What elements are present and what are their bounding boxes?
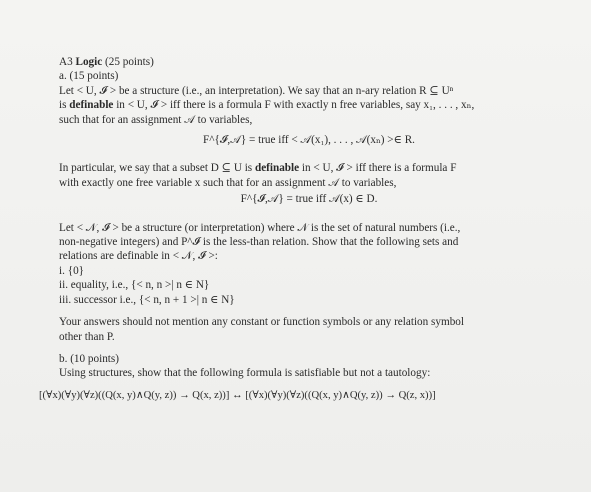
text-run: In particular, we say that a subset D ⊆ U is <box>59 162 255 175</box>
part-a-intro-line2 <box>59 98 559 112</box>
part-a-intro-line3: such that for an assignment 𝒜 to variables, <box>59 113 253 126</box>
definable-term: definable <box>69 99 114 112</box>
equation-definable-subset: F^{𝓘,𝒜} = true iff 𝒜(x) ∈ D. <box>240 193 378 206</box>
part-a-intro-line1: Let < U, 𝓘 > be a structure (i.e., an interpretation). We say that an n-ary relation R ⊆ Uⁿ <box>59 84 454 97</box>
part-b-label: b. (10 points) <box>59 352 119 365</box>
problem-number: A3 <box>59 56 73 68</box>
text-run: is <box>59 99 70 112</box>
part-b-formula: [(∀x)(∀y)(∀z)((Q(x, y)∧Q(y, z)) → Q(x, z))] ↔ [(∀x)(∀y)(∀z)((Q(x, y)∧Q(y, z)) → Q(z, x))] <box>39 389 436 401</box>
problem-points: (25 points) <box>105 56 154 68</box>
list-item: ii. equality, i.e., {< n, n >| n ∈ N} <box>59 279 210 292</box>
text-run: in < U, 𝓘 > iff there is a formula F with exactly n free variables, say x₁, . . . , xₙ, <box>113 99 475 112</box>
part-a-label: a. (15 points) <box>59 70 119 83</box>
note-line2: other than P. <box>59 330 115 343</box>
equation-definable-relation: F^{𝓘,𝒜} = true iff < 𝒜(x₁), . . . , 𝒜(xₙ) >∈ R. <box>203 134 415 147</box>
problem-text <box>39 55 559 403</box>
text-run: in < U, 𝓘 > iff there is a formula F <box>299 162 457 175</box>
structure-definition-line3: relations are definable in < 𝒩, 𝓘 >: <box>59 250 218 263</box>
list-item: i. {0} <box>59 264 85 277</box>
note-line1: Your answers should not mention any constant or function symbols or any relation symbol <box>59 316 464 329</box>
definable-term: definable <box>254 162 300 175</box>
particular-line1 <box>59 161 559 175</box>
problem-header <box>59 55 559 69</box>
list-item: iii. successor i.e., {< n, n + 1 >| n ∈ N} <box>59 293 235 306</box>
part-b-text: Using structures, show that the following formula is satisfiable but not a tautology: <box>59 367 431 380</box>
particular-line2: with exactly one free variable x such that for an assignment 𝒜 to variables, <box>59 176 397 189</box>
structure-definition-line2: non-negative integers) and P^𝓘 is the less-than relation. Show that the following sets and <box>59 236 459 249</box>
structure-definition-line1: Let < 𝒩, 𝓘 > be a structure (or interpretation) where 𝒩 is the set of natural numbers (i.e., <box>59 221 461 234</box>
problem-title: Logic <box>75 56 103 68</box>
